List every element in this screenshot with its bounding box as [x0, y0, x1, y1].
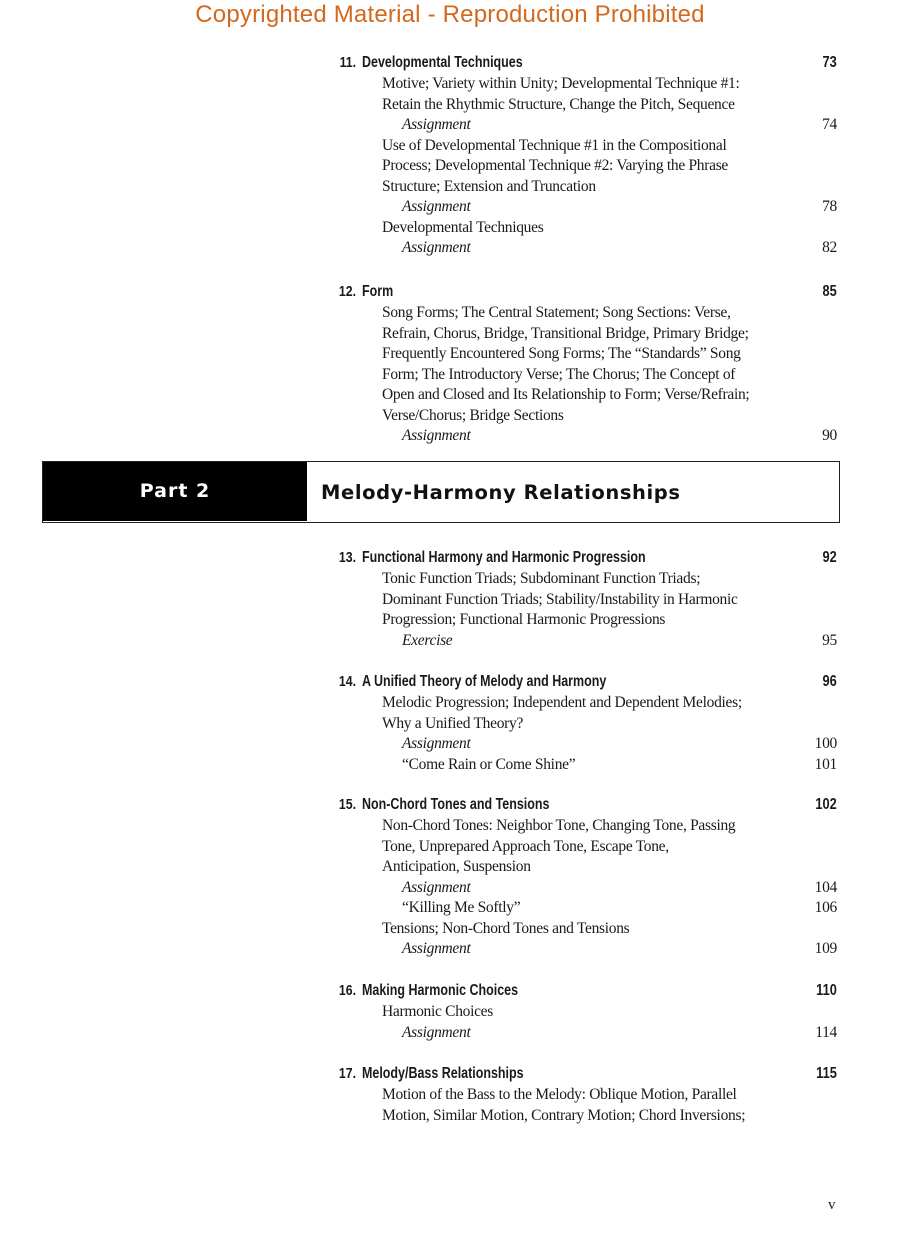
entry-text: Process; Developmental Technique #2: Varying the Phrase: [382, 157, 729, 174]
chapter-title: A Unified Theory of Melody and Harmony: [362, 673, 607, 690]
entry-page-number: 82: [822, 239, 837, 256]
entry-text: “Killing Me Softly”: [402, 899, 521, 916]
toc-chapter-14[interactable]: [0, 671, 900, 775]
chapter-page-number: 110: [816, 982, 837, 999]
chapter-page-number: 85: [822, 283, 837, 300]
chapter-title: Making Harmonic Choices: [362, 982, 519, 999]
chapter-title: Melody/Bass Relationships: [362, 1065, 524, 1082]
toc-entry-line: [0, 324, 900, 345]
toc-entry-line: [0, 218, 900, 239]
chapter-page-number: 96: [822, 673, 837, 690]
toc-sub-entry[interactable]: [0, 115, 900, 136]
toc-chapter-16[interactable]: [0, 980, 900, 1043]
entry-text: Motion of the Bass to the Melody: Oblique Motion, Parallel: [382, 1086, 737, 1103]
toc-entry-line: [0, 569, 900, 590]
entry-page-number: 106: [814, 899, 837, 916]
entry-text: Open and Closed and Its Relationship to Form; Verse/Refrain;: [382, 386, 750, 403]
toc-sub-entry[interactable]: [0, 898, 900, 919]
chapter-title: Form: [362, 283, 394, 300]
chapter-page-number: 102: [815, 796, 837, 813]
toc-entry-line: [0, 156, 900, 177]
entry-text: Exercise: [402, 631, 453, 649]
entry-text: Structure; Extension and Truncation: [382, 177, 596, 195]
entry-text: Assignment: [402, 878, 471, 896]
chapter-number: 16.: [338, 982, 356, 999]
chapter-entries: [0, 816, 900, 960]
toc-entry-line: [0, 344, 900, 365]
toc-entry-line: [0, 816, 900, 837]
entry-text: Retain the Rhythmic Structure, Change the Pitch, Sequence: [382, 95, 735, 113]
toc-sub-entry[interactable]: [0, 631, 900, 652]
chapter-title: Non-Chord Tones and Tensions: [362, 796, 550, 813]
copyright-banner: Copyrighted Material - Reproduction Prohibited: [195, 1, 705, 28]
part-label: Part 2: [43, 462, 307, 521]
entry-page-number: 101: [814, 755, 837, 773]
entry-text: Tonic Function Triads; Subdominant Function Triads;: [382, 570, 701, 587]
part-title: Melody-Harmony Relationships: [321, 481, 681, 504]
toc-entry-line: [0, 74, 900, 95]
toc-sub-entry[interactable]: [0, 734, 900, 755]
entry-text: Motion, Similar Motion, Contrary Motion; Chord Inversions;: [382, 1106, 746, 1124]
chapter-number: 15.: [338, 796, 356, 813]
entry-page-number: 104: [814, 878, 837, 896]
entry-page-number: 74: [822, 116, 837, 133]
entry-text: Melodic Progression; Independent and Dependent Melodies;: [382, 694, 742, 711]
chapter-entries: [0, 1085, 900, 1126]
entry-text: Frequently Encountered Song Forms; The “Standards” Song: [382, 345, 741, 362]
toc-chapter-13[interactable]: [0, 547, 900, 651]
toc-sub-entry[interactable]: [0, 755, 900, 776]
toc-entry-line: [0, 693, 900, 714]
toc-sub-entry[interactable]: [0, 878, 900, 899]
toc-entry-line: [0, 1002, 900, 1023]
entry-text: Assignment: [402, 735, 471, 752]
entry-page-number: 90: [822, 427, 837, 444]
entry-page-number: 95: [822, 631, 837, 649]
entry-text: Song Forms; The Central Statement; Song Sections: Verse,: [382, 304, 731, 321]
toc-chapter-12[interactable]: [0, 281, 900, 447]
entry-text: Dominant Function Triads; Stability/Instability in Harmonic: [382, 590, 738, 608]
toc-entry-line: [0, 857, 900, 878]
toc-entry-line: [0, 303, 900, 324]
toc-entry-line: [0, 1085, 900, 1106]
entry-text: Tone, Unprepared Approach Tone, Escape Tone,: [382, 837, 669, 855]
chapter-heading[interactable]: [0, 547, 900, 569]
chapter-number: 11.: [339, 54, 356, 71]
chapter-page-number: 73: [822, 54, 837, 71]
toc-entry-line: [0, 610, 900, 631]
entry-page-number: 78: [822, 198, 837, 215]
chapter-entries: [0, 569, 900, 651]
toc-entry-line: [0, 590, 900, 611]
toc-entry-line: [0, 1106, 900, 1127]
chapter-number: 17.: [338, 1065, 356, 1082]
chapter-entries: [0, 74, 900, 259]
entry-text: Assignment: [402, 940, 471, 957]
chapter-heading[interactable]: [0, 52, 900, 74]
toc-entry-line: [0, 95, 900, 116]
entry-text: Refrain, Chorus, Bridge, Transitional Bridge, Primary Bridge;: [382, 324, 749, 342]
chapter-number: 12.: [338, 283, 356, 300]
toc-entry-line: [0, 177, 900, 198]
chapter-page-number: 115: [816, 1065, 837, 1082]
entry-text: Assignment: [402, 239, 471, 256]
entry-page-number: 109: [814, 940, 837, 957]
entry-text: “Come Rain or Come Shine”: [402, 755, 576, 773]
entry-text: Developmental Techniques: [382, 218, 544, 236]
toc-chapter-17[interactable]: [0, 1063, 900, 1126]
toc-entry-line: [0, 837, 900, 858]
entry-text: Verse/Chorus; Bridge Sections: [382, 406, 564, 424]
chapter-page-number: 92: [822, 549, 837, 566]
toc-entry-line: [0, 385, 900, 406]
chapter-title: Developmental Techniques: [362, 54, 523, 71]
toc-sub-entry[interactable]: [0, 197, 900, 218]
toc-entry-line: [0, 136, 900, 157]
chapter-entries: [0, 303, 900, 447]
toc-sub-entry[interactable]: [0, 1023, 900, 1044]
entry-text: Anticipation, Suspension: [382, 858, 531, 875]
chapter-title: Functional Harmony and Harmonic Progression: [362, 549, 646, 566]
toc-entry-line: [0, 406, 900, 427]
page-folio: v: [828, 1197, 836, 1213]
entry-text: Assignment: [402, 116, 471, 133]
entry-text: Assignment: [402, 1023, 471, 1041]
toc-entry-line: [0, 714, 900, 735]
entry-page-number: 100: [814, 735, 837, 752]
toc-entry-line: [0, 919, 900, 940]
chapter-heading[interactable]: [0, 1063, 900, 1085]
entry-text: Progression; Functional Harmonic Progressions: [382, 611, 666, 628]
entry-text: Motive; Variety within Unity; Developmental Technique #1:: [382, 75, 740, 92]
entry-text: Assignment: [402, 427, 471, 444]
chapter-heading[interactable]: [0, 281, 900, 303]
entry-text: Assignment: [402, 198, 471, 215]
toc-chapter-15[interactable]: [0, 794, 900, 960]
entry-page-number: 114: [815, 1023, 837, 1041]
part-banner: [42, 461, 840, 523]
chapter-entries: [0, 693, 900, 775]
entry-text: Why a Unified Theory?: [382, 714, 524, 732]
chapter-entries: [0, 1002, 900, 1043]
chapter-heading[interactable]: [0, 794, 900, 816]
entry-text: Form; The Introductory Verse; The Chorus; The Concept of: [382, 365, 736, 383]
entry-text: Non-Chord Tones: Neighbor Tone, Changing Tone, Passing: [382, 817, 736, 834]
entry-text: Use of Developmental Technique #1 in the Compositional: [382, 136, 727, 154]
chapter-heading[interactable]: [0, 671, 900, 693]
toc-sub-entry[interactable]: [0, 238, 900, 259]
toc-entry-line: [0, 365, 900, 386]
chapter-number: 13.: [338, 549, 356, 566]
entry-text: Harmonic Choices: [382, 1003, 493, 1020]
toc-sub-entry[interactable]: [0, 939, 900, 960]
toc-chapter-11[interactable]: [0, 52, 900, 259]
chapter-heading[interactable]: [0, 980, 900, 1002]
toc-sub-entry[interactable]: [0, 426, 900, 447]
entry-text: Tensions; Non-Chord Tones and Tensions: [382, 919, 630, 937]
chapter-number: 14.: [338, 673, 356, 690]
